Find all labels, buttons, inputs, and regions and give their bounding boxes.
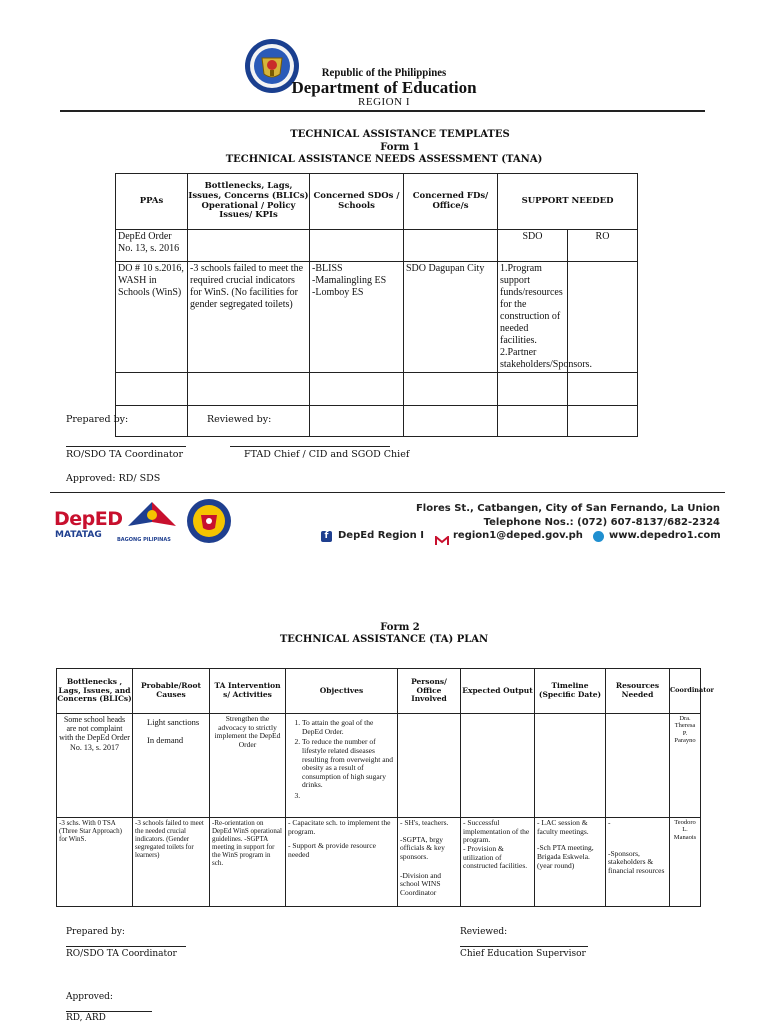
empty-cell: [188, 373, 310, 406]
person-item: - SH's, teachers.: [400, 818, 449, 827]
form1-reviewed-by: Reviewed by:: [207, 414, 272, 425]
row1-output: [461, 714, 535, 818]
header-timeline: Timeline (Specific Date): [535, 669, 606, 714]
bagong-pilipinas-logo: [126, 500, 178, 536]
form2-prepared-by: Prepared by:: [66, 927, 125, 937]
matatag-text: MATATAG: [55, 530, 102, 540]
form2-title: TECHNICAL ASSISTANCE (TA) PLAN: [279, 634, 489, 645]
footer-email: region1@deped.gov.ph: [453, 530, 583, 541]
header-fds: Concerned FDs/ Office/s: [404, 174, 498, 230]
empty-cell: [404, 406, 498, 437]
row2-causes: -3 schools failed to meet the needed crucial indicators. (Gender segregated toilets for learners): [133, 818, 210, 907]
resource-item: -: [608, 818, 611, 827]
header-sdos: Concerned SDOs / Schools: [310, 174, 404, 230]
form1-number: Form 1: [380, 142, 420, 153]
header-causes: Probable/Root Causes: [133, 669, 210, 714]
form2-supervisor-label: Chief Education Supervisor: [460, 949, 586, 959]
republic-line: Republic of the Philippines: [321, 65, 447, 79]
form1-ftad-label: FTAD Chief / CID and SGOD Chief: [244, 449, 410, 460]
form1-title: TECHNICAL ASSISTANCE TEMPLATES: [290, 129, 510, 140]
row2-resources: [606, 818, 670, 907]
header-coordinator: Coordinator: [670, 669, 701, 714]
row2-ro-support: [568, 262, 638, 373]
header-output: Expected Output: [461, 669, 535, 714]
department-name: Department of Education: [291, 78, 477, 97]
row1-timeline: [535, 714, 606, 818]
header-blics: Bottlenecks , Lags, Issues, and Concerns (BLICs): [57, 669, 133, 714]
row1-intervention: Strengthen the advocacy to strictly implement the DepEd Order: [210, 714, 286, 818]
header-blics: Bottlenecks, Lags, Issues, Concerns (BLICs) Operational / Policy Issues/ KPIs: [188, 174, 310, 230]
cause-item: Light sanctions: [147, 717, 200, 727]
header-objectives: Objectives: [286, 669, 398, 714]
row2-blics: -3 schools failed to meet the required crucial indicators for WinS. (No facilities for gender segregated toilets): [188, 262, 310, 373]
output-item: - Successful implementation of the program.: [463, 818, 530, 845]
signature-line: [66, 946, 186, 947]
sdo-school-item: -Lomboy ES: [312, 287, 364, 298]
form2-number: Form 2: [380, 622, 420, 633]
header-persons: Persons/ Office Involved: [398, 669, 461, 714]
form1-prepared-by: Prepared by:: [66, 414, 129, 425]
support-item: 2.Partner stakeholders/Sponsors.: [500, 347, 592, 370]
row1-resources: [606, 714, 670, 818]
form1-coordinator-label: RO/SDO TA Coordinator: [66, 449, 184, 460]
header-support: SUPPORT NEEDED: [498, 174, 638, 230]
objective-item: 2. To reduce the number of lifestyle related diseases resulting from overweight and obesity as a result of consumption of high sugary drinks.: [302, 738, 395, 790]
objective-item: 1. To attain the goal of the DepEd Order.: [302, 719, 395, 736]
person-item: -Division and school WINS Coordinator: [400, 870, 442, 897]
empty-cell: [568, 406, 638, 437]
row1-blics: Some school heads are not complaint with the DepEd Order No. 13, s. 2017: [57, 714, 133, 818]
form2-coordinator-label: RO/SDO TA Coordinator: [66, 949, 177, 959]
header-resources: Resources Needed: [606, 669, 670, 714]
email-icon: [435, 531, 449, 541]
empty-cell: [116, 373, 188, 406]
row1-ppas: DepEd Order No. 13, s. 2016: [116, 230, 188, 262]
form1-approved: Approved: RD/ SDS: [66, 473, 161, 484]
objective-item: - Support & provide resource needed: [288, 841, 376, 859]
signature-line: [460, 946, 588, 947]
tana-table: [115, 173, 638, 437]
support-item: 1.Program support funds/resources for the construction of needed facilities.: [500, 263, 563, 346]
row2-intervention: -Re-orientation on DepEd WinS operational guidelines. -SGPTA meeting in support for the WinS program in sch.: [210, 818, 286, 907]
facebook-icon: f: [321, 531, 332, 542]
cause-item: In demand: [147, 734, 184, 745]
empty-cell: [310, 373, 404, 406]
deped-region-seal: [186, 498, 232, 544]
row1-fds: [404, 230, 498, 262]
row2-sdo-support: [498, 262, 592, 373]
footer-telephone: Telephone Nos.: (072) 607-8137/682-2324: [483, 517, 720, 528]
row2-coordinator: Teodoro L. Manaois: [670, 818, 701, 907]
form2-approved: Approved:: [66, 992, 113, 1002]
empty-cell: [568, 373, 638, 406]
form2-reviewed: Reviewed:: [460, 927, 508, 937]
empty-cell: [498, 373, 568, 406]
timeline-item: -Sch PTA meeting, Brigada Eskwela. (year round): [537, 843, 594, 870]
region-name: REGION I: [358, 96, 410, 108]
row2-fds: SDO Dagupan City: [404, 262, 498, 373]
row1-blics: [188, 230, 310, 262]
timeline-item: - LAC session & faculty meetings.: [537, 818, 589, 836]
person-item: -SGPTA, brgy officials & key sponsors.: [400, 834, 445, 861]
row2-persons: [398, 818, 461, 907]
row2-output: [461, 818, 535, 907]
form1-subtitle: TECHNICAL ASSISTANCE NEEDS ASSESSMENT (TANA): [225, 154, 543, 165]
sdo-school-item: -BLISS: [312, 263, 343, 274]
subheader-ro: RO: [568, 230, 638, 262]
row1-causes: [133, 714, 210, 818]
empty-cell: [498, 406, 568, 437]
bagong-pilipinas-text: BAGONG PILIPINAS: [117, 537, 171, 543]
ta-plan-table: [56, 668, 714, 907]
resource-item: -Sponsors, stakeholders & financial resources: [608, 848, 665, 875]
row2-objectives: [286, 818, 398, 907]
row1-objectives: [286, 714, 398, 818]
sdo-school-item: -Mamalingling ES: [312, 275, 387, 286]
row1-sdos: [310, 230, 404, 262]
row2-timeline: [535, 818, 606, 907]
letterhead-divider: [60, 110, 705, 112]
header-intervention: TA Intervention s/ Activities: [210, 669, 286, 714]
signature-line: [66, 446, 186, 447]
row2-sdos: [310, 262, 404, 373]
signature-line: [66, 1011, 152, 1012]
empty-cell: [310, 406, 404, 437]
empty-cell: [404, 373, 498, 406]
output-item: - Provision & utilization of constructed facilities.: [463, 843, 528, 871]
subheader-sdo: SDO: [498, 230, 568, 262]
footer-divider: [50, 492, 725, 493]
header-ppas: PPAs: [116, 174, 188, 230]
objective-item: - Capacitate sch. to implement the program.: [288, 818, 391, 836]
footer-facebook: DepEd Region I: [338, 530, 424, 541]
globe-icon: [593, 531, 604, 542]
footer-website: www.depedro1.com: [609, 530, 721, 541]
form2-rd-label: RD, ARD: [66, 1013, 106, 1023]
row1-persons: [398, 714, 461, 818]
row2-blics: -3 schs. With 0 TSA (Three Star Approach) for WinS.: [57, 818, 133, 907]
signature-line: [230, 446, 390, 447]
deped-logo-text: DepED: [54, 508, 123, 530]
objective-item: [302, 792, 395, 801]
row1-coordinator: Dra. Theresa P. Parayno: [670, 714, 701, 818]
row2-ppas: DO # 10 s.2016, WASH in Schools (WinS): [116, 262, 188, 373]
footer-address: Flores St., Catbangen, City of San Fernando, La Union: [415, 503, 720, 514]
